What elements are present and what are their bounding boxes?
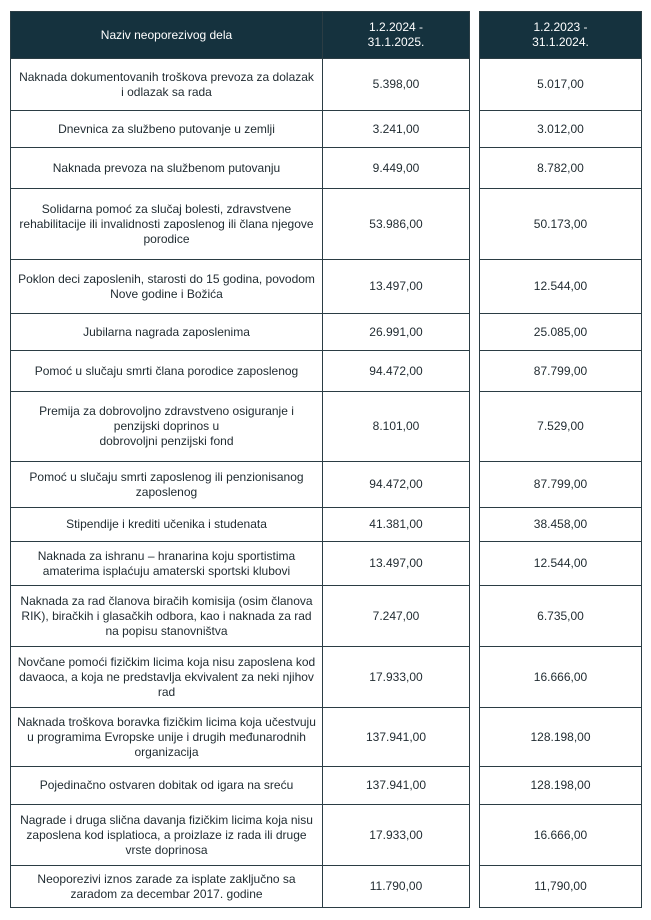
row-value-2024: 3.241,00: [323, 111, 470, 148]
row-value-2024: 5.398,00: [323, 59, 470, 111]
column-gap: [470, 647, 480, 708]
column-gap: [470, 314, 480, 351]
row-value-2024: 137.941,00: [323, 708, 470, 767]
row-value-2024: 7.247,00: [323, 586, 470, 647]
table-row: [11, 767, 642, 805]
row-value-2024: 41.381,00: [323, 508, 470, 542]
column-gap: [470, 767, 480, 805]
column-gap: [470, 59, 480, 111]
row-value-2024: 53.986,00: [323, 189, 470, 260]
column-gap: [470, 148, 480, 189]
table-row: [11, 260, 642, 314]
row-value-2023: 25.085,00: [480, 314, 642, 351]
row-value-2024: 26.991,00: [323, 314, 470, 351]
column-gap: [470, 708, 480, 767]
row-value-2023: 87.799,00: [480, 351, 642, 392]
column-gap: [470, 462, 480, 508]
column-gap: [470, 189, 480, 260]
table-row: [11, 111, 642, 148]
row-value-2024: 94.472,00: [323, 462, 470, 508]
row-value-2023: 6.735,00: [480, 586, 642, 647]
header-period-2023: 1.2.2023 - 31.1.2024.: [480, 12, 642, 59]
row-value-2023: 12.544,00: [480, 542, 642, 586]
column-gap: [470, 111, 480, 148]
column-gap: [470, 508, 480, 542]
table-row: [11, 148, 642, 189]
row-value-2023: 16.666,00: [480, 647, 642, 708]
row-value-2023: 7.529,00: [480, 392, 642, 462]
row-label: Naknada prevoza na službenom putovanju: [11, 148, 323, 189]
row-value-2024: 11.790,00: [323, 866, 470, 908]
row-label: Novčane pomoći fizičkim licima koja nisu zaposlena kod davaoca, a koja ne predstavlja ekvivalent za neki njihov rad: [11, 647, 323, 708]
row-value-2024: 137.941,00: [323, 767, 470, 805]
row-label: Stipendije i krediti učenika i studenata: [11, 508, 323, 542]
row-value-2024: 17.933,00: [323, 647, 470, 708]
column-gap: [470, 351, 480, 392]
table-row: [11, 462, 642, 508]
header-name: Naziv neoporezivog dela: [11, 12, 323, 59]
row-value-2024: 9.449,00: [323, 148, 470, 189]
column-gap: [470, 260, 480, 314]
table-row: [11, 392, 642, 462]
header-period-2024: 1.2.2024 - 31.1.2025.: [323, 12, 470, 59]
table-row: [11, 586, 642, 647]
table-row: [11, 866, 642, 908]
row-label: Neoporezivi iznos zarade za isplate zaključno sa zaradom za decembar 2017. godine: [11, 866, 323, 908]
table-row: [11, 314, 642, 351]
row-value-2023: 11,790,00: [480, 866, 642, 908]
row-value-2023: 8.782,00: [480, 148, 642, 189]
column-gap: [470, 805, 480, 866]
row-value-2023: 12.544,00: [480, 260, 642, 314]
table-row: [11, 508, 642, 542]
row-label: Premija za dobrovoljno zdravstveno osiguranje i penzijski doprinos u dobrovoljni penzijski fond: [11, 392, 323, 462]
row-label: Naknada dokumentovanih troškova prevoza za dolazak i odlazak sa rada: [11, 59, 323, 111]
table-row: [11, 647, 642, 708]
row-value-2023: 3.012,00: [480, 111, 642, 148]
header-row: [11, 12, 642, 59]
column-gap: [470, 392, 480, 462]
table-row: [11, 189, 642, 260]
table-row: [11, 59, 642, 111]
row-label: Dnevnica za službeno putovanje u zemlji: [11, 111, 323, 148]
table-row: [11, 351, 642, 392]
row-value-2024: 17.933,00: [323, 805, 470, 866]
row-label: Pomoć u slučaju smrti člana porodice zaposlenog: [11, 351, 323, 392]
row-label: Poklon deci zaposlenih, starosti do 15 godina, povodom Nove godine i Božića: [11, 260, 323, 314]
row-value-2024: 94.472,00: [323, 351, 470, 392]
row-value-2023: 16.666,00: [480, 805, 642, 866]
row-label: Pojedinačno ostvaren dobitak od igara na sreću: [11, 767, 323, 805]
row-value-2023: 87.799,00: [480, 462, 642, 508]
row-label: Nagrade i druga slična davanja fizičkim licima koja nisu zaposlena kod isplatioca, a proizlaze iz rada ili druge vrste doprinosa: [11, 805, 323, 866]
row-value-2024: 13.497,00: [323, 542, 470, 586]
table-row: [11, 708, 642, 767]
row-label: Solidarna pomoć za slučaj bolesti, zdravstvene rehabilitacije ili invalidnosti zaposlenog ili člana njegove porodice: [11, 189, 323, 260]
table-row: [11, 542, 642, 586]
row-label: Naknada za rad članova biračih komisija (osim članova RIK), biračkih i glasačkih odbora, kao i naknada za rad na popisu stanovništva: [11, 586, 323, 647]
column-gap: [470, 12, 480, 59]
row-label: Naknada troškova boravka fizičkim licima koja učestvuju u programima Evropske unije i drugih međunarodnih organizacija: [11, 708, 323, 767]
row-label: Jubilarna nagrada zaposlenima: [11, 314, 323, 351]
row-value-2024: 13.497,00: [323, 260, 470, 314]
row-label: Pomoć u slučaju smrti zaposlenog ili penzionisanog zaposlenog: [11, 462, 323, 508]
tax-exempt-table: [10, 11, 642, 908]
table-row: [11, 805, 642, 866]
column-gap: [470, 542, 480, 586]
row-value-2023: 5.017,00: [480, 59, 642, 111]
row-value-2023: 38.458,00: [480, 508, 642, 542]
column-gap: [470, 866, 480, 908]
row-value-2023: 50.173,00: [480, 189, 642, 260]
row-value-2024: 8.101,00: [323, 392, 470, 462]
row-value-2023: 128.198,00: [480, 708, 642, 767]
column-gap: [470, 586, 480, 647]
row-label: Naknada za ishranu – hranarina koju sportistima amaterima isplaćuju amaterski sportski klubovi: [11, 542, 323, 586]
row-value-2023: 128.198,00: [480, 767, 642, 805]
